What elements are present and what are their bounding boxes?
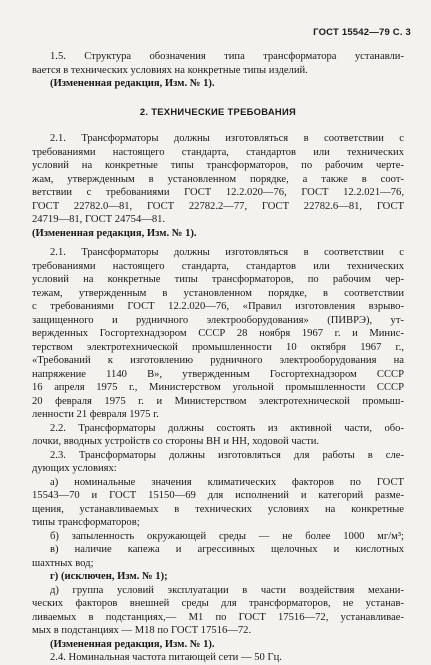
text-line: 1.5. Структура обозначения типа трансформатора устанавли- xyxy=(50,51,404,62)
text-line: 2.1. Трансформаторы должны изготовляться в соответствии с xyxy=(50,247,404,258)
page-header: ГОСТ 15542—79 С. 3 xyxy=(313,27,411,38)
text-line: «Требований к изготовлению рудничного электрооборудования на xyxy=(32,355,404,366)
text-line: с требованиями ГОСТ 12.2.020—76, «Правил изготовления взрыво- xyxy=(32,301,404,312)
text-line: 2.1. Трансформаторы должны изготовляться в соответствии с xyxy=(50,133,404,144)
text-line: защищенного и рудничного электрооборудования» (ПИВРЭ), ут- xyxy=(32,314,404,326)
text-line: вержденных Госгортехнадзором СССР 28 ноября 1967 г. и Минис- xyxy=(32,328,404,339)
text-line: жам, утвержденным в установленном порядке, а также в соот- xyxy=(32,173,404,185)
text-line: щения, устанавливаемых в технических условиях на конкретные xyxy=(32,503,404,515)
text-line: ливаемых в подстанциях,— М1 по ГОСТ 17516—72, устанавливае- xyxy=(32,611,404,623)
text-line: 24719—81, ГОСТ 24754—81. xyxy=(32,214,166,225)
list-item: а) номинальные значения климатических факторов по ГОСТ xyxy=(50,476,404,488)
section-title: 2. ТЕХНИЧЕСКИЕ ТРЕБОВАНИЯ xyxy=(139,105,297,117)
text-line: требованиями настоящего стандарта, стандартов или технических xyxy=(32,260,404,272)
text-line: условий на конкретные типы трансформаторов, по рабочим черте- xyxy=(32,160,404,171)
text-line: ческих факторов внешней среды для трансформаторов, не устанав- xyxy=(32,598,404,609)
text-line: 16 апреля 1975 г., Министерством угольной промышленности СССР xyxy=(32,382,404,393)
text-line: 2.2. Трансформаторы должны состоять из активной части, обо- xyxy=(50,422,404,434)
text-line: ветствии с требованиями ГОСТ 12.2.020—76, ГОСТ 12.2.021—76, xyxy=(32,187,404,198)
document-body xyxy=(32,50,404,665)
amendment-note: (Измененная редакция, Изм. № 1). xyxy=(32,227,197,239)
text-line: типы трансформаторов; xyxy=(32,517,140,528)
text-line: вается в технических условиях на конкретные типы изделий. xyxy=(32,64,308,76)
amendment-note: (Измененная редакция, Изм. № 1). xyxy=(50,78,215,89)
text-line: лочки, вводных устройств со стороны ВН и НН, ходовой части. xyxy=(32,436,320,447)
text-line: ГОСТ 22782.0—81, ГОСТ 22782.2—77, ГОСТ 22782.6—81, ГОСТ xyxy=(32,200,404,212)
list-item: в) наличие капежа и агрессивных щелочных и кислотных xyxy=(50,544,404,555)
text-line: 15543—70 и ГОСТ 15150—69 для исполнений и категорий разме- xyxy=(32,490,404,501)
amendment-note: (Измененная редакция, Изм. № 1). xyxy=(50,638,215,650)
text-line: дующих условиях: xyxy=(32,463,117,474)
text-line: шахтных вод; xyxy=(32,557,94,569)
text-line: тежам, утвержденным в установленном порядке, в соответствии xyxy=(32,287,404,299)
text-line: терством электротехнической промышленности 10 октября 1967 г., xyxy=(32,341,404,353)
text-line: условий на конкретные типы трансформаторов, по рабочим чер- xyxy=(32,274,404,285)
list-item: д) группа условий эксплуатации в части воздействия механи- xyxy=(50,584,404,596)
text-line: 2.4. Номинальная частота питающей сети — 50 Гц. xyxy=(50,652,282,663)
text-line: мых в подстанциях — М18 по ГОСТ 17516—72. xyxy=(32,625,252,636)
text-line: требованиями настоящего стандарта, стандартов или технических xyxy=(32,146,404,158)
list-item-excluded: г) (исключен, Изм. № 1); xyxy=(50,571,168,582)
text-line: 20 февраля 1975 г. и Министерством электротехнической промыш- xyxy=(32,395,404,407)
list-item: б) запыленность окружающей среды — не более 1000 мг/м³; xyxy=(50,530,404,542)
text-line: 2.3. Трансформаторы должны изготовляться для работы в сле- xyxy=(50,449,404,461)
text-line: напряжение 1140 В», утвержденным Госгортехнадзором СССР xyxy=(32,368,404,380)
text-line: ленности 21 февраля 1975 г. xyxy=(32,409,159,420)
